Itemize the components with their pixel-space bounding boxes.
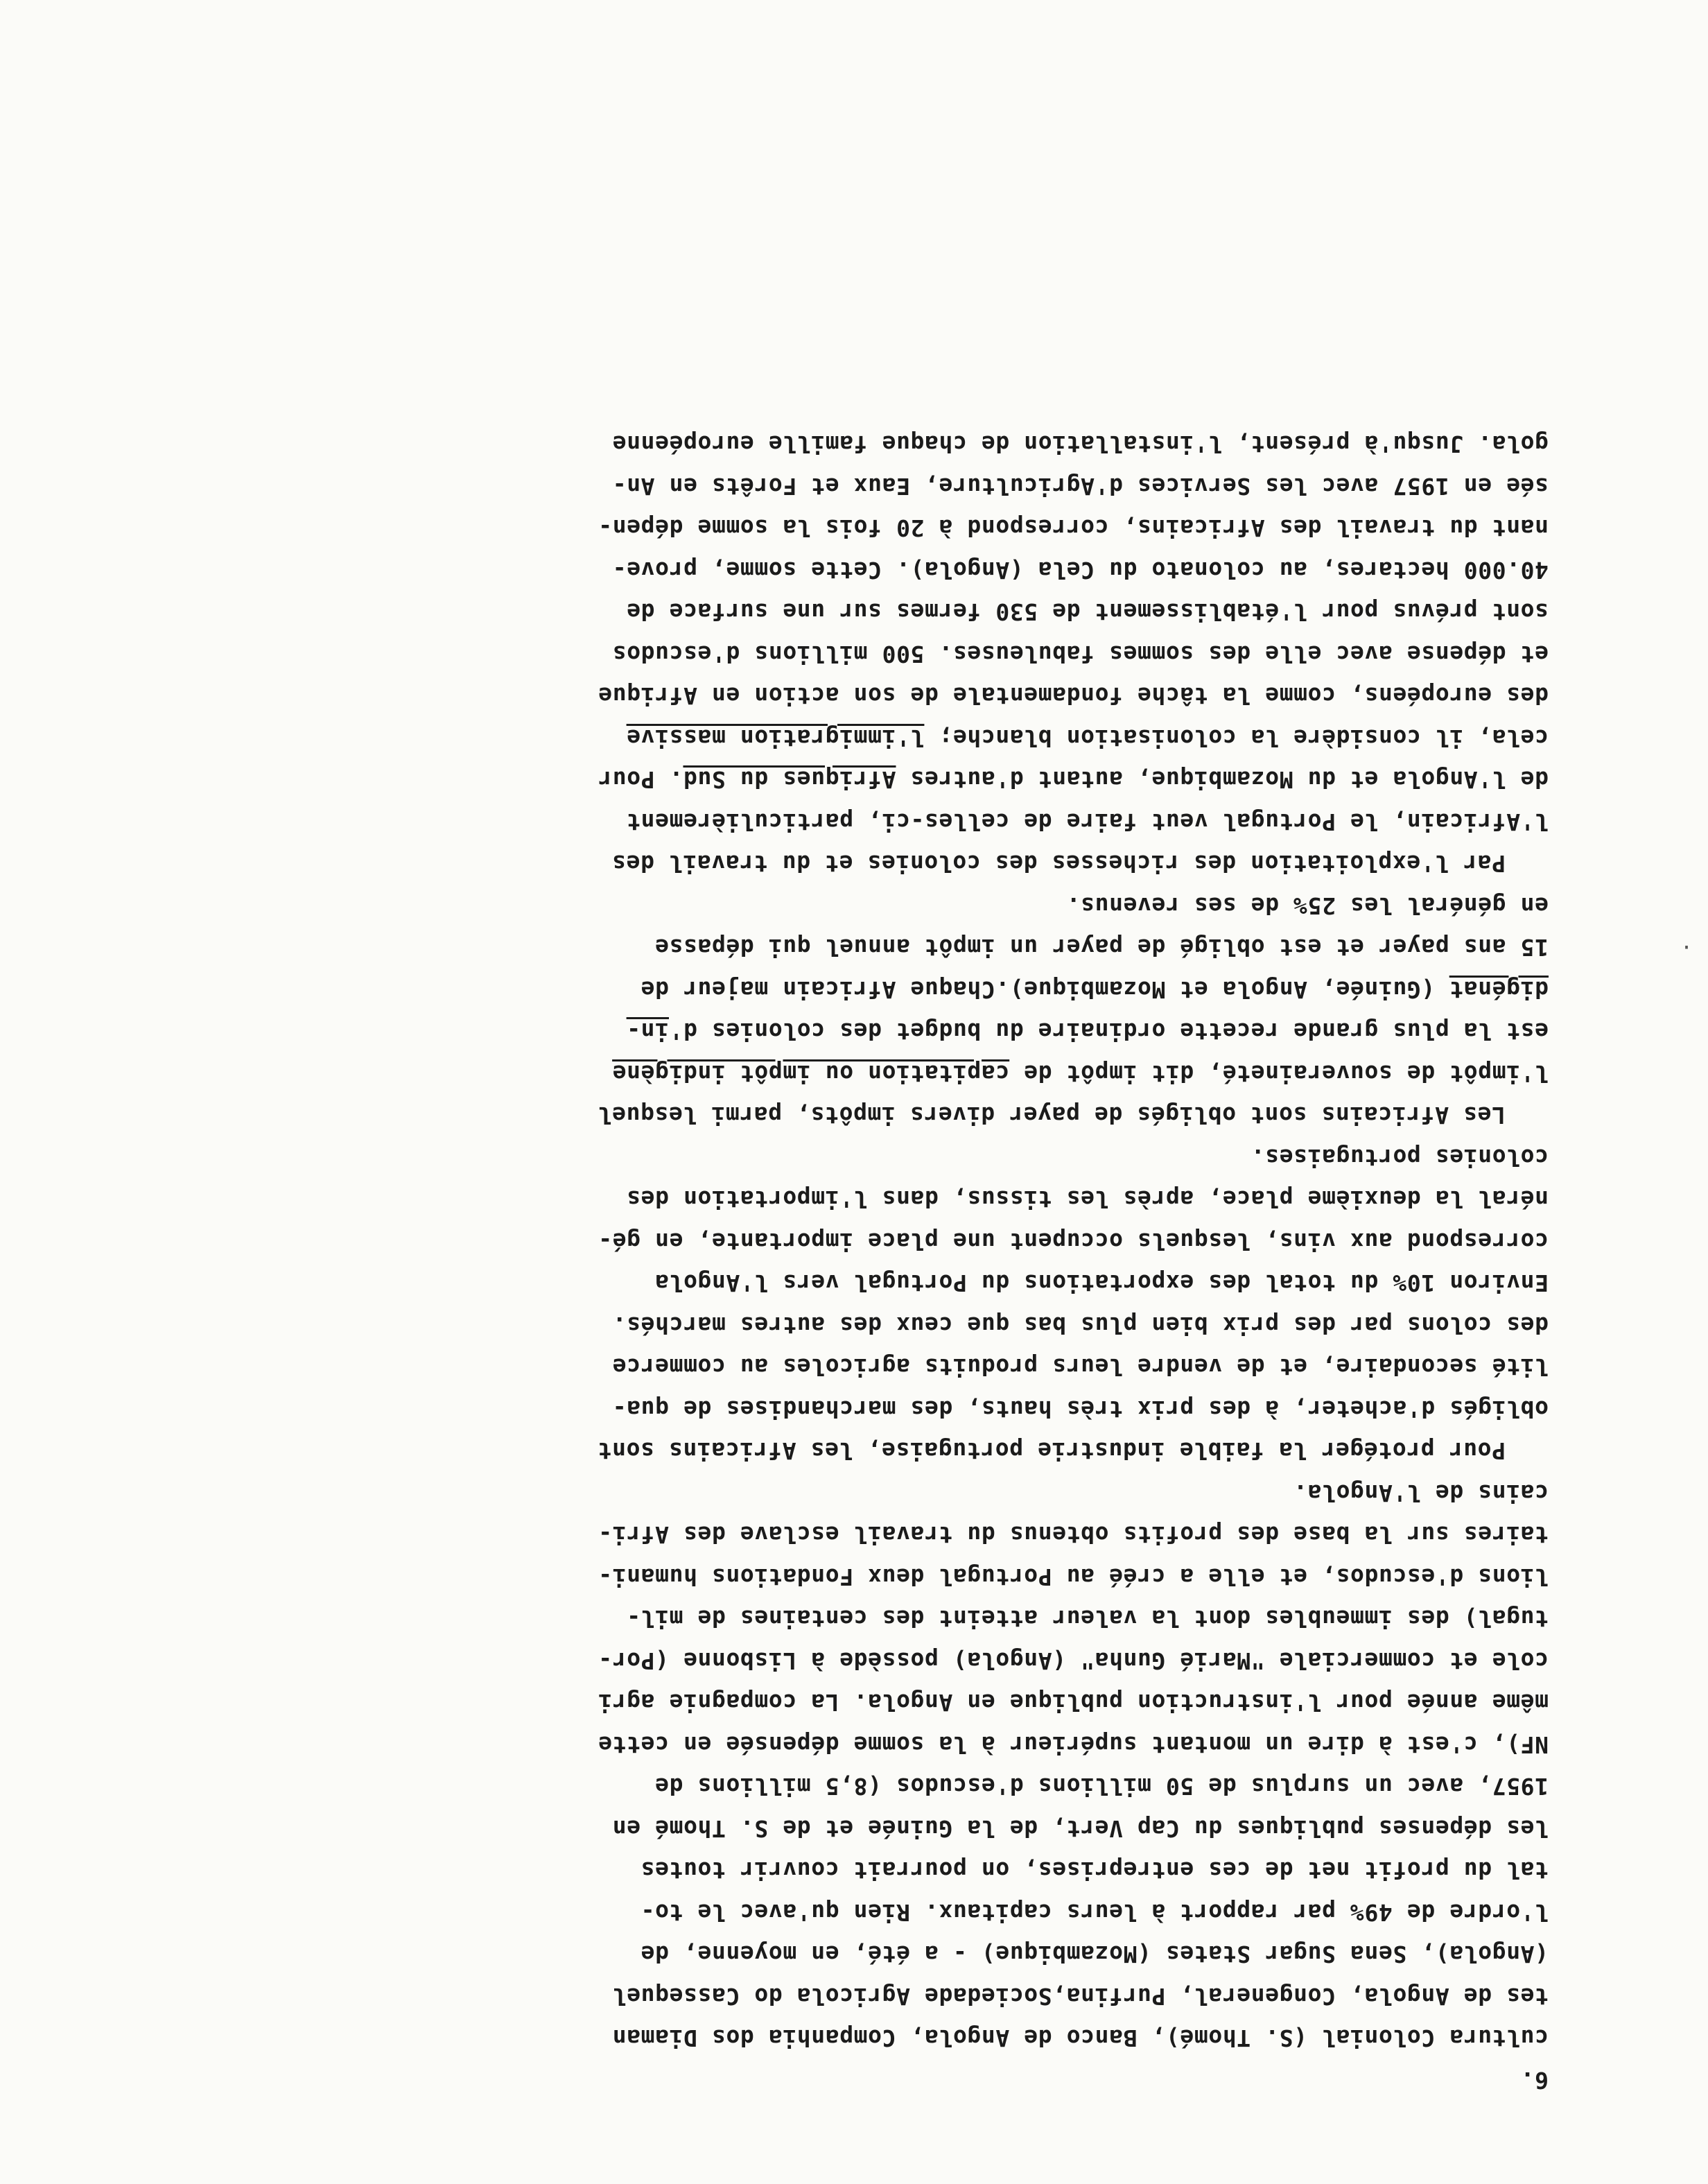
text-line: sont prévus pour l'établissement de 530 fermes sur une surface de [626,598,1549,626]
text-line: colonies portugaises. [1250,1144,1549,1171]
underlined-text: digénat [1449,976,1549,1003]
text-line: obligés d'acheter, à des prix très hauts, des marchandises de qua- [612,1396,1549,1423]
text-line: (Angola), Sena Sugar States (Mozambique) - a été, en moyenne, de [640,1941,1549,1968]
text-line: même année pour l'instruction publique en Angola. La compagnie agri [598,1689,1549,1717]
text-line: gola. Jusqu'à présent, l'installation de chaque famille européenne [612,431,1549,458]
text-line: des colons par des prix bien plus bas que ceux des autres marchés. [612,1312,1549,1339]
text-line: des européens, comme la tâche fondamentale de son action en Afrique [598,682,1549,710]
text-line: 15 ans payer et est obligé de payer un impôt annuel qui dépasse [654,934,1549,962]
text-line: nant du travail des Africains, correspond à 20 fois la somme dépen- [598,514,1549,542]
text-line: et dépense avec elle des sommes fabuleuses. 500 millions d'escudos [612,641,1549,668]
text-line: 1957, avec un surplus de 50 millions d'escudos (8,5 millions de [654,1773,1549,1801]
text-line: cains de l'Angola. [1293,1480,1549,1507]
text-line: 40.000 hectares, au colonato du Cela (Angola). Cette somme, prove- [612,557,1549,584]
underlined-text: Afriques du Sud [683,766,896,794]
text-line: Environ 10% du total des exportations du Portugal vers l'Angola [654,1269,1549,1297]
underlined-text: capitation ou impôt indigène [612,1060,1010,1087]
text-line: est la plus grande recette ordinaire du budget des colonies d'in- [626,1018,1549,1046]
text-line: de l'Angola et du Mozambique, autant d'autres Afriques du Sud. Pour [598,766,1549,794]
underlined-text: l'immigration massive [626,725,925,752]
text-line: taires sur la base des profits obtenus du travail esclave des Afri- [598,1521,1549,1549]
text-line: lité secondaire, et de vendre leurs produits agricoles au commerce [612,1353,1549,1381]
text-line: lions d'escudos, et elle a créé au Portugal deux Fondations humani- [598,1563,1549,1591]
text-line: tugal) des immeubles dont la valeur atteint des centaines de mil- [626,1605,1549,1633]
text-line: tes de Angola, Congeneral, Purfina,Sociedade Agricola do Cassequel [612,1983,1549,2010]
page-number: 6. [1520,2067,1549,2094]
text-line: les dépenses publiques du Cap Vert, de la Guinée et de S. Thomé en [612,1815,1549,1842]
text-line: l'Africain, le Portugal veut faire de celles-ci, particulièrement [626,808,1549,835]
underlined-text: in- [626,1018,669,1046]
text-line: tal du profit net de ces entreprises, on pourrait couvrir toutes [640,1857,1549,1884]
text-line: l'ordre de 49% par rapport à leurs capitaux. Rien qu'avec le to- [640,1899,1549,1926]
text-line: cole et commerciale "Marié Gunha" (Angola) possède à Lisbonne (Por- [598,1647,1549,1674]
text-line: correspond aux vins, lesquels occupent une place importante, en gé- [598,1228,1549,1255]
text-line: Pour protéger la faible industrie portugaise, les Africains sont [598,1437,1506,1465]
text-line: cultura Colonial (S. Thomé), Banco de Angola, Companhia dos Diaman [612,2025,1549,2052]
text-line: cela, il considère la colonisation blanche; l'immigration massive [626,725,1549,752]
document-body [148,423,1549,2101]
text-line: Les Africains sont obligés de payer divers impôts, parmi lesquel [598,1102,1506,1129]
text-line: en général les 25% de ses revenus. [1066,892,1549,919]
text-line: l'impôt de souveraineté, dit impôt de capitation ou impôt indigène [612,1060,1549,1087]
text-line: digénat (Guinée, Angola et Mozambique).Chaque Africain majeur de [640,976,1549,1003]
scan-edge-mark: · [1680,936,1693,960]
text-line: Par l'exploitation des richesses des colonies et du travail des [611,850,1506,878]
text-line: néral la deuxième place, après les tissus, dans l'importation des [626,1186,1549,1213]
text-line: sée en 1957 avec les Services d'Agriculture, Eaux et Forêts en An- [612,473,1549,500]
text-line: NF), c'est à dire un montant supérieur à la somme dépensée en cette [598,1731,1549,1758]
document-text [148,423,1549,2059]
